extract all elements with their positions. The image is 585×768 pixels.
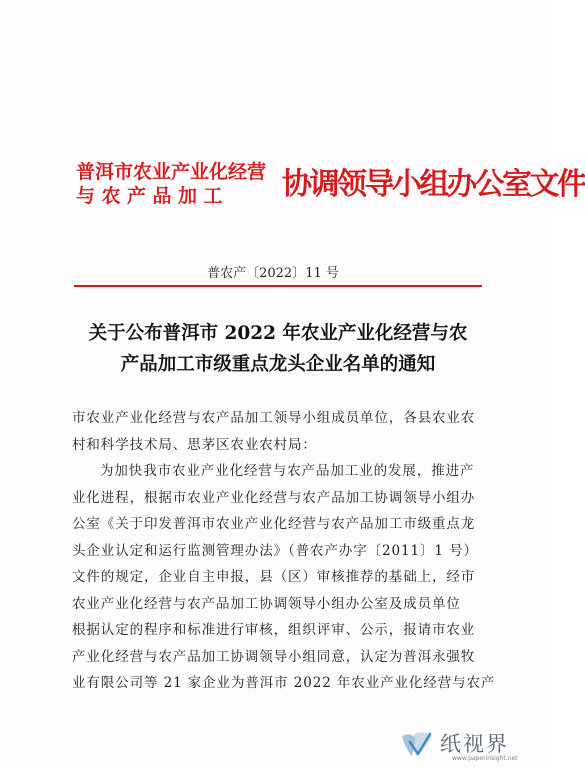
letterhead-line-1: 普洱市农业产业化经营 — [76, 161, 267, 183]
body-line: 文件的规定，企业自主申报，县（区）审核推荐的基础上，经市 — [72, 569, 476, 585]
paperinsight-logo-icon — [400, 730, 434, 760]
body-line: 为加快我市农业产业化经营与农产品加工业的发展，推进产 — [100, 463, 475, 479]
title-line-2: 产品加工市级重点龙头企业名单的通知 — [120, 354, 436, 375]
body-line: 头企业认定和运行监测管理办法》（普农产办字〔2011〕1 号） — [72, 542, 478, 559]
body-line: 产业化经营与农产品加工协调领导小组同意，认定为普洱永强牧 — [72, 648, 476, 665]
body-line: 公室《关于印发普洱市农业产业化经营与农产品加工市级重点龙 — [72, 516, 476, 532]
watermark-text: 纸视界 — [440, 732, 509, 756]
letterhead-line-2: 与农产品加工 — [76, 185, 230, 207]
body-line: 市农业产业化经营与农产品加工领导小组成员单位，各县农业农 — [72, 410, 476, 426]
body-line: 农业产业化经营与农产品加工协调领导小组办公室及成员单位 — [72, 595, 461, 612]
body-line: 业有限公司等 21 家企业为普洱市 2022 年农业产业化经营与农产 — [72, 675, 496, 691]
letterhead — [76, 160, 585, 212]
body-line: 村和科学技术局、思茅区农业农村局： — [72, 436, 317, 453]
body-line: 根据认定的程序和标准进行审核，组织评审、公示，报请市农业 — [72, 622, 476, 638]
watermark-url: www.paperinsight.net — [452, 755, 518, 762]
document-title — [70, 318, 486, 380]
letterhead-right-text: 协调领导小组办公室文件 — [282, 167, 585, 202]
watermark — [400, 728, 540, 764]
letterhead-left-block — [76, 160, 281, 208]
document-body — [72, 405, 496, 697]
body-line: 业化进程，根据市农业产业化经营与农产品加工协调领导小组办 — [72, 489, 476, 506]
document-number: 普农产〔2022〕11 号 — [207, 266, 339, 281]
title-line-1: 关于公布普洱市 2022 年农业产业化经营与农 — [88, 323, 468, 344]
red-divider-line — [74, 285, 482, 287]
